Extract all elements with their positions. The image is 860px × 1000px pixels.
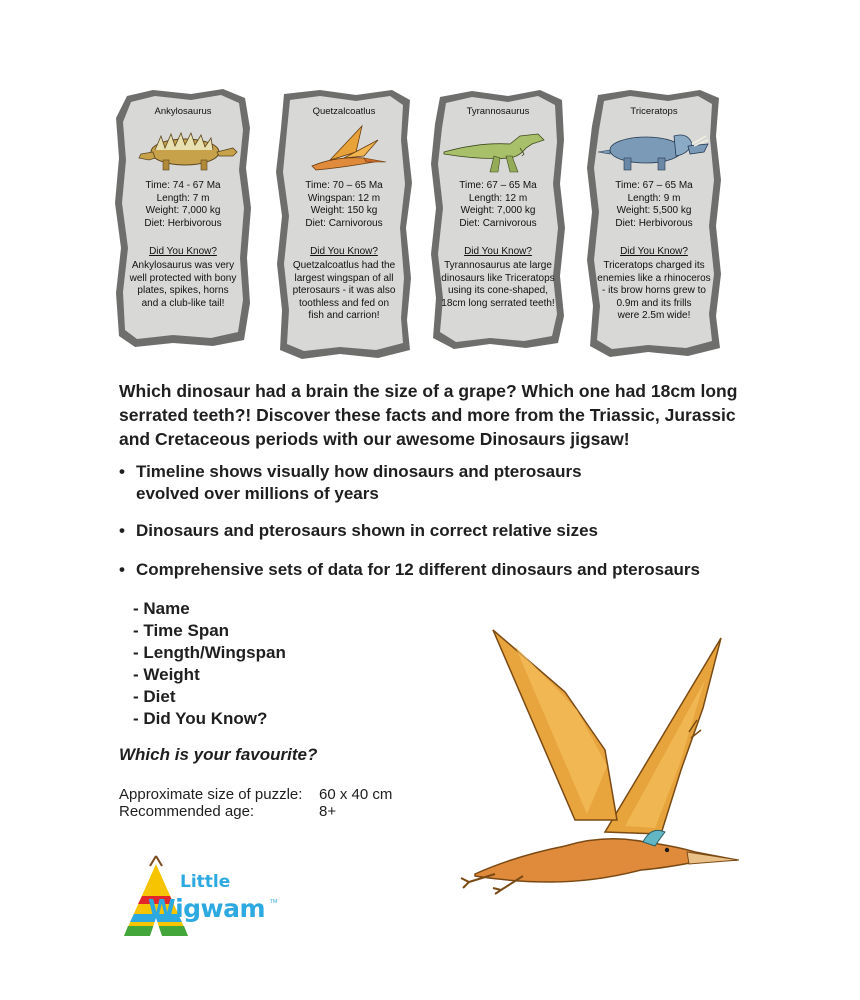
card-title: Ankylosaurus — [154, 106, 212, 117]
fact-line: dinosaurs like Triceratops — [441, 272, 555, 284]
feature-item: • Dinosaurs and pterosaurs shown in correct relative sizes — [119, 520, 779, 542]
data-field-item: - Name — [133, 599, 190, 618]
stat-weight: Weight: 150 kg — [310, 205, 378, 216]
pterosaur-illustration — [455, 620, 745, 895]
fact-line: well protected with bony — [129, 272, 237, 284]
spec-value: 8+ — [319, 803, 337, 820]
card-quetzalcoatlus — [274, 88, 414, 360]
stat-diet: Diet: Carnivorous — [459, 217, 537, 229]
spec-value: 60 x 40 cm — [319, 786, 393, 803]
stat-length: Length: 7 m — [156, 192, 210, 204]
stat-weight: Weight: 7,000 kg — [145, 205, 221, 216]
data-field-list — [133, 598, 286, 730]
card-title: Tyrannosaurus — [466, 106, 530, 117]
fact-line: Quetzalcoatlus had the — [292, 260, 396, 271]
fact-line: and a club-like tail! — [141, 297, 225, 309]
did-you-know-heading: Did You Know? — [149, 246, 217, 257]
stat-diet: Diet: Carnivorous — [305, 217, 383, 229]
stat-weight: Weight: 7,000 kg — [460, 205, 536, 216]
card-tyrannosaurus — [428, 88, 568, 350]
data-field-item: - Did You Know? — [133, 709, 268, 728]
card-ankylosaurus — [113, 88, 253, 348]
dinosaur-cards — [0, 0, 860, 370]
fact-line: Ankylosaurus was very — [131, 260, 235, 271]
brand-logo — [120, 852, 280, 940]
stat-time: Time: 74 - 67 Ma — [145, 180, 221, 191]
data-field-item: - Length/Wingspan — [133, 643, 286, 662]
triceratops-illustration — [596, 122, 712, 176]
spec-row — [119, 786, 392, 803]
fact-line: toothless and fed on — [298, 297, 390, 309]
stat-time: Time: 67 – 65 Ma — [615, 180, 693, 191]
feature-item: • Timeline shows visually how dinosaurs and pterosaurs evolved over millions of years — [119, 461, 639, 505]
stat-time: Time: 67 – 65 Ma — [459, 180, 537, 191]
stat-diet: Diet: Herbivorous — [144, 217, 222, 229]
feature-list — [119, 461, 779, 581]
spec-row — [119, 803, 392, 820]
feature-item: • Comprehensive sets of data for 12 different dinosaurs and pterosaurs — [119, 559, 779, 581]
spec-label: Approximate size of puzzle: — [119, 786, 303, 803]
did-you-know-heading: Did You Know? — [464, 246, 532, 257]
data-field-item: - Diet — [133, 687, 176, 706]
did-you-know-heading: Did You Know? — [620, 246, 688, 257]
card-stats — [440, 180, 556, 230]
stat-wingspan: Wingspan: 12 m — [307, 192, 381, 204]
trademark-mark: TM — [270, 899, 278, 905]
fact-line: 18cm long serrated teeth! — [441, 297, 555, 309]
card-stats — [286, 180, 402, 230]
fact-line: using its cone-shaped, — [447, 285, 549, 296]
stat-diet: Diet: Herbivorous — [615, 217, 693, 229]
did-you-know-heading: Did You Know? — [310, 246, 378, 257]
card-fact — [440, 260, 556, 310]
fact-line: were 2.5m wide! — [617, 310, 691, 321]
fact-line: enemies like a rhinoceros — [597, 272, 711, 284]
tyrannosaurus-illustration — [440, 122, 556, 176]
card-fact — [286, 260, 402, 323]
stat-length: Length: 12 m — [468, 192, 528, 204]
stat-weight: Weight: 5,500 kg — [616, 205, 692, 216]
card-triceratops — [584, 88, 724, 358]
fact-line: pterosaurs - it was also — [292, 285, 396, 296]
fact-line: - its brow horns grew to — [602, 285, 706, 296]
card-stats — [125, 180, 241, 230]
data-field-item: - Weight — [133, 665, 200, 684]
fact-line: largest wingspan of all — [294, 272, 394, 284]
spec-label: Recommended age: — [119, 803, 255, 820]
fact-line: plates, spikes, horns — [137, 285, 229, 296]
fact-line: Triceratops charged its — [603, 260, 705, 271]
tagline: Which is your favourite? — [119, 745, 318, 764]
stat-time: Time: 70 – 65 Ma — [305, 180, 383, 191]
fact-line: 0.9m and its frills — [616, 297, 692, 309]
logo-text-little: Little — [180, 872, 231, 892]
card-stats — [596, 180, 712, 230]
card-title: Triceratops — [630, 106, 678, 117]
fact-line: fish and carrion! — [308, 310, 380, 321]
card-title: Quetzalcoatlus — [312, 106, 376, 117]
stat-length: Length: 9 m — [627, 192, 681, 204]
fact-line: Tyrannosaurus ate large — [444, 260, 552, 271]
intro-paragraph: Which dinosaur had a brain the size of a grape? Which one had 18cm long serrated teeth?! Discover these facts and more from the Triassic, Jurassic and Cretaceous periods with our awesome Dinosaurs jigsaw! — [119, 381, 738, 449]
card-fact — [125, 260, 241, 310]
card-fact — [596, 260, 712, 323]
data-field-item: - Time Span — [133, 621, 230, 640]
quetzalcoatlus-illustration — [286, 122, 402, 176]
logo-text-wigwam: Wigwam — [148, 894, 266, 923]
product-specs — [119, 786, 392, 820]
ankylosaurus-illustration — [125, 122, 241, 176]
